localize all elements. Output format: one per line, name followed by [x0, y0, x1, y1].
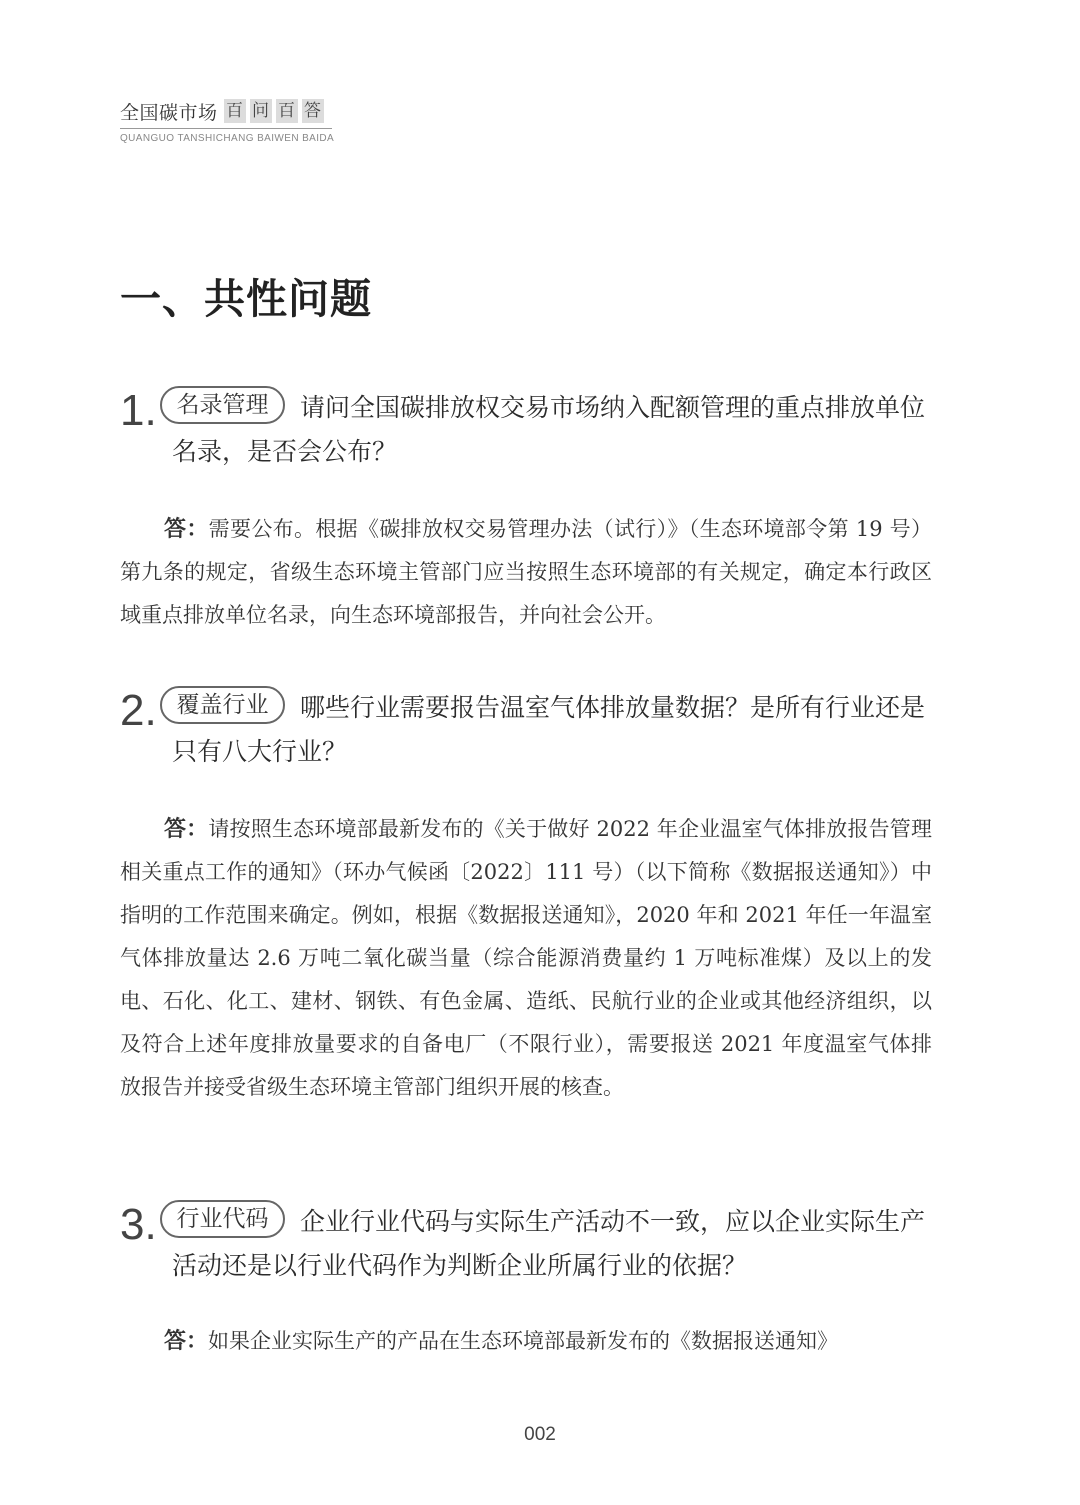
- header-divider: [120, 128, 332, 129]
- answer-text: 需要公布。根据《碳排放权交易管理办法（试行）》（生态环境部令第 19 号）第九条的规定，省级生态环境主管部门应当按照生态环境部的有关规定，确定本行政区域重点排放单位名录，向生态环境部报告，并向社会公开。: [120, 517, 932, 627]
- header-box: 答: [302, 99, 324, 123]
- question-number: 2.: [120, 686, 157, 735]
- answer-label: 答：: [164, 517, 209, 542]
- question-2: [120, 686, 940, 774]
- question-3: [120, 1200, 940, 1288]
- answer-label: 答：: [164, 1329, 209, 1354]
- question-text: 请问全国碳排放权交易市场纳入配额管理的重点排放单位名录，是否会公布？: [172, 393, 926, 466]
- header-subtitle: QUANGUO TANSHICHANG BAIWEN BAIDA: [120, 133, 335, 144]
- answer-label: 答：: [164, 817, 209, 842]
- answer-text: 如果企业实际生产的产品在生态环境部最新发布的《数据报送通知》: [208, 1329, 839, 1353]
- question-1: [120, 386, 940, 474]
- question-text: 企业行业代码与实际生产活动不一致，应以企业实际生产活动还是以行业代码作为判断企业所属行业的依据？: [172, 1207, 926, 1280]
- running-header: [120, 97, 335, 144]
- header-row: [120, 97, 332, 125]
- answer-2: [120, 808, 932, 1109]
- header-title: 全国碳市场: [120, 101, 218, 124]
- header-box: 百: [224, 99, 246, 123]
- question-number: 3.: [120, 1200, 157, 1249]
- section-title: 一、共性问题: [120, 275, 372, 323]
- header-box: 百: [276, 99, 298, 123]
- answer-1: [120, 508, 932, 637]
- question-tag: 行业代码: [160, 1200, 285, 1238]
- answer-3: [120, 1320, 932, 1363]
- header-box: 问: [250, 99, 272, 123]
- question-number: 1.: [120, 386, 157, 435]
- page-number: 002: [524, 1424, 556, 1445]
- question-tag: 名录管理: [160, 386, 285, 424]
- question-text: 哪些行业需要报告温室气体排放量数据？是所有行业还是只有八大行业？: [172, 693, 926, 766]
- question-tag: 覆盖行业: [160, 686, 285, 724]
- answer-text: 请按照生态环境部最新发布的《关于做好 2022 年企业温室气体排放报告管理相关重点工作的通知》（环办气候函〔2022〕111 号）（以下简称《数据报送通知》）中指明的工作范围来确定。例如，根据《数据报送通知》，2020 年和 2021 年任一年温室气体排放量达 2.6 万吨二氧化碳当量（综合能源消费量约 1 万吨标准煤）及以上的发电、石化、化工、建材、钢铁、有色金属、造纸、民航行业的企业或其他经济组织，以及符合上述年度排放量要求的自备电厂（不限行业），需要报送 2021 年度温室气体排放报告并接受省级生态环境主管部门组织开展的核查。: [120, 817, 932, 1099]
